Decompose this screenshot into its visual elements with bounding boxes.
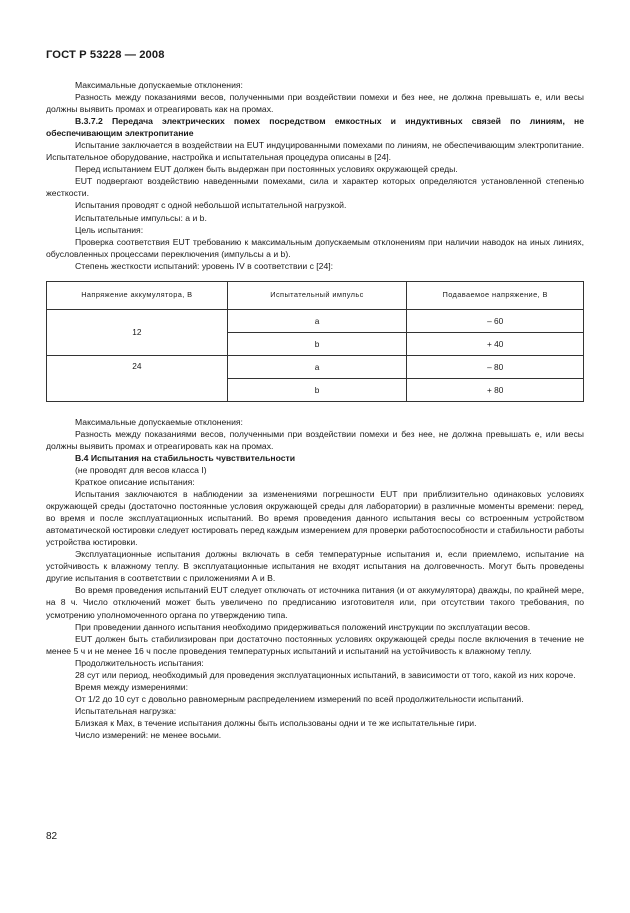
paragraph: Продолжительность испытания: (75, 657, 204, 668)
document-body (46, 79, 584, 741)
paragraph: 28 сут или период, необходимый для проведения эксплуатационных испытаний, в зависимости от того, какой из них короче. (75, 669, 576, 680)
table-header-cell: Подаваемое напряжение, В (407, 281, 584, 309)
paragraph: Эксплуатационные испытания должны включать в себя температурные испытания и, если приемлемо, испытание на устойчивость к влажному теплу. В эксплуатационные испытания не входят испытания на долговечность. Могут быть проведены другие испытания в соответствии с приложениями А и В. (46, 549, 584, 584)
paragraph: Степень жесткости испытаний: уровень IV в соответствии с [24]: (75, 260, 334, 271)
table-cell-applied: + 80 (407, 378, 584, 401)
paragraph: Разность между показаниями весов, полученными при воздействии помехи и без нее, не должна превышать е, или весы должны выявить промах и отреагировать как на промах. (46, 92, 584, 115)
paragraph: Максимальные допускаемые отклонения: (75, 80, 243, 90)
table-row (47, 309, 584, 332)
table-cell-pulse: b (227, 332, 407, 355)
paragraph: Испытание заключается в воздействии на EUT индуцированными помехами по линиям, не обеспечивающим электропитание. Испытательное оборудование, настройка и испытательная процедура описаны в [24]. (46, 140, 584, 163)
paragraph: Испытания проводят с одной небольшой испытательной нагрузкой. (75, 200, 347, 211)
table-header-cell: Испытательный импульс (227, 281, 407, 309)
table-cell-pulse: a (227, 355, 407, 378)
paragraph: EUT должен быть стабилизирован при достаточно постоянных условиях окружающей среды после включения в течение не менее 5 ч и не менее 16 ч после проведения температурных испытаний и испытаний на устойчивость к влажному теплу. (46, 633, 584, 656)
table-cell-applied: – 60 (407, 309, 584, 332)
paragraph: Время между измерениями: (75, 681, 188, 692)
section-heading: В.4 Испытания на стабильность чувствительности (75, 452, 296, 463)
table-cell-pulse: b (227, 378, 407, 401)
paragraph: Испытания заключаются в наблюдении за изменениями погрешности EUT при приблизительно одинаковых условиях окружающей среды (достаточно постоянные условия окружающей среды для лаборатории) в различные моменты времени: перед, во время и после эксплуатационных испытаний. Во время проведения данного испытания весы со встроенным устройством автоматической юстировки следует юстировать перед каждым измерением для проверки работоспособности и стабильности работы устройства юстировки. (46, 489, 584, 548)
paragraph: Перед испытанием EUT должен быть выдержан при постоянных условиях окружающей среды. (75, 164, 458, 175)
table-cell-applied: + 40 (407, 332, 584, 355)
paragraph: EUT подвергают воздействию наведенными помехами, сила и характер которых определяются установленной степенью жесткости. (46, 176, 584, 199)
table-cell-applied: – 80 (407, 355, 584, 378)
table-row (47, 355, 584, 378)
table-cell-pulse: a (227, 309, 407, 332)
paragraph: Во время проведения испытаний EUT следует отключать от источника питания (и от аккумулятора) дважды, по крайней мере, на 8 ч. Число отключений может быть увеличено по предписанию изготовителя или, при отсутствии такого требования, по усмотрению уполномоченного органа по утверждению типа. (46, 585, 584, 620)
page-number: 82 (46, 831, 58, 842)
paragraph: Проверка соответствия EUT требованию к максимальным допускаемым отклонениям при наличии наводок на иных линиях, обусловленных процессами переключения (импульсы а и b). (46, 236, 584, 259)
paragraph: Близкая к Max, в течение испытания должны быть использованы одни и те же испытательные гири. (75, 717, 477, 728)
table-cell-voltage: 24 (47, 355, 228, 401)
paragraph: При проведении данного испытания необходимо придерживаться положений инструкции по эксплуатации весов. (75, 621, 531, 632)
paragraph: От 1/2 до 10 сут с довольно равномерным распределением измерений по всей продолжительности испытаний. (75, 693, 524, 704)
table-header-row (47, 281, 584, 309)
table-header-cell: Напряжение аккумулятора, В (47, 281, 228, 309)
paragraph: Максимальные допускаемые отклонения: (75, 416, 243, 427)
paragraph: Испытательная нагрузка: (75, 705, 177, 716)
section-heading: В.3.7.2 Передача электрических помех посредством емкостных и индуктивных связей по линиям, не обеспечивающим электропитание (46, 116, 584, 139)
table-cell-voltage: 12 (47, 309, 228, 355)
document-header: ГОСТ Р 53228 — 2008 (46, 49, 165, 61)
paragraph: Краткое описание испытания: (75, 476, 195, 487)
paragraph: Число измерений: не менее восьми. (75, 729, 222, 740)
test-severity-table (46, 281, 584, 402)
paragraph: Разность между показаниями весов, полученными при воздействии помехи и без нее, не должна превышать е, или весы должны выявить промах и отреагировать как на промах. (46, 428, 584, 451)
section-note: (не проводят для весов класса I) (75, 464, 207, 475)
paragraph: Испытательные импульсы: а и b. (75, 212, 207, 223)
paragraph: Цель испытания: (75, 224, 144, 235)
